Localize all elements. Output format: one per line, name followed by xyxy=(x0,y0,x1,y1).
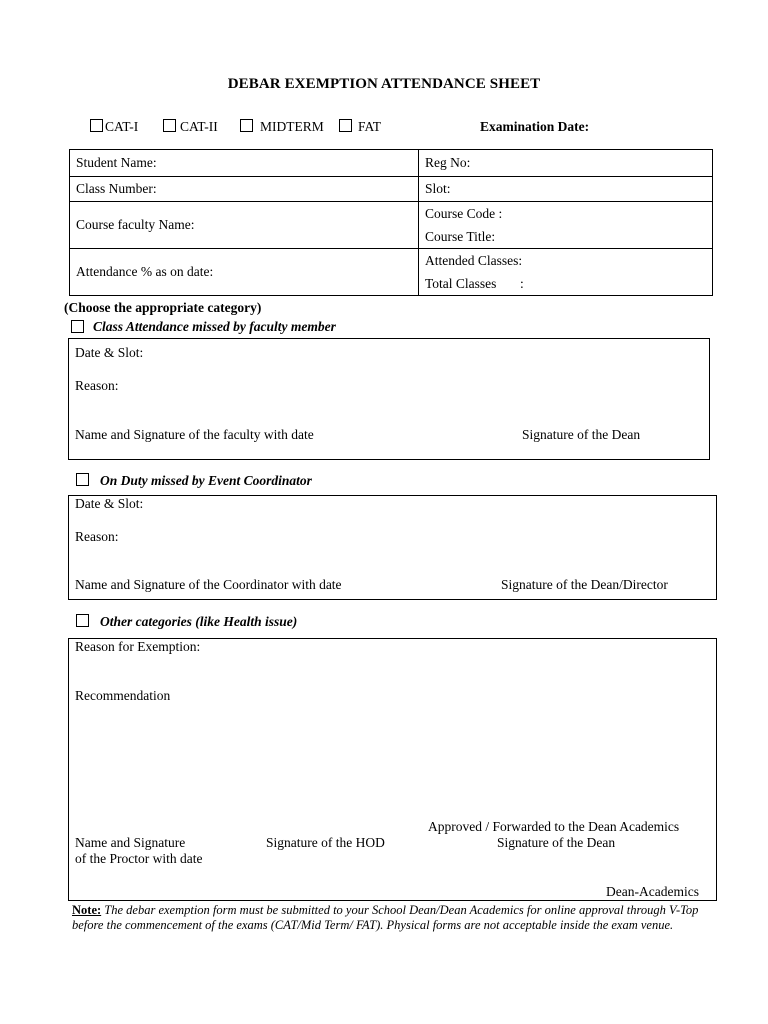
section3-proctor-signature-line1[interactable]: Name and Signature xyxy=(75,835,186,850)
cat2-checkbox[interactable] xyxy=(163,119,176,132)
cat2-label: CAT-II xyxy=(180,119,218,134)
course-faculty-cell[interactable]: Course faculty Name: xyxy=(70,202,419,249)
attended-classes-label: Attended Classes: xyxy=(425,253,523,268)
section3-proctor-signature-line2: of the Proctor with date xyxy=(75,851,203,866)
examination-date-label: Examination Date: xyxy=(480,119,590,134)
course-code-label: Course Code : xyxy=(425,206,503,221)
section3-hod-signature[interactable]: Signature of the HOD xyxy=(266,835,385,850)
student-name-cell[interactable]: Student Name: xyxy=(70,150,419,177)
note-label: Note: xyxy=(72,903,102,917)
section1-reason[interactable]: Reason: xyxy=(75,378,119,393)
class-number-cell[interactable]: Class Number: xyxy=(70,177,419,202)
section1-faculty-signature[interactable]: Name and Signature of the faculty with date xyxy=(75,427,314,442)
course-cell[interactable] xyxy=(419,202,713,249)
section3-heading: Other categories (like Health issue) xyxy=(100,614,298,629)
fat-checkbox[interactable] xyxy=(339,119,352,132)
section3-approved-forwarded: Approved / Forwarded to the Dean Academics xyxy=(428,819,680,834)
total-classes-label: Total Classes : xyxy=(425,276,524,291)
cat1-checkbox[interactable] xyxy=(90,119,103,132)
classes-cell[interactable] xyxy=(419,249,713,296)
section1-heading: Class Attendance missed by faculty member xyxy=(93,319,336,334)
choose-category-text: (Choose the appropriate category) xyxy=(64,300,262,315)
note-paragraph xyxy=(72,903,712,933)
section3-reason[interactable]: Reason for Exemption: xyxy=(75,639,201,654)
on-duty-checkbox[interactable] xyxy=(76,473,89,486)
reg-no-cell[interactable]: Reg No: xyxy=(419,150,713,177)
section1-date-slot[interactable]: Date & Slot: xyxy=(75,345,144,360)
attendance-pct-cell[interactable]: Attendance % as on date: xyxy=(70,249,419,296)
section2-coordinator-signature[interactable]: Name and Signature of the Coordinator with date xyxy=(75,577,342,592)
section1-dean-signature[interactable]: Signature of the Dean xyxy=(522,427,641,442)
section2-reason[interactable]: Reason: xyxy=(75,529,119,544)
section3-dean-signature[interactable]: Signature of the Dean xyxy=(497,835,616,850)
section3-dean-academics: Dean-Academics xyxy=(606,884,699,899)
slot-cell[interactable]: Slot: xyxy=(419,177,713,202)
fat-label: FAT xyxy=(358,119,382,134)
class-attendance-checkbox[interactable] xyxy=(71,320,84,333)
cat1-label: CAT-I xyxy=(105,119,139,134)
section2-dean-director-signature[interactable]: Signature of the Dean/Director xyxy=(501,577,668,592)
page-title: DEBAR EXEMPTION ATTENDANCE SHEET xyxy=(227,76,541,92)
section2-heading: On Duty missed by Event Coordinator xyxy=(100,473,312,488)
course-title-label: Course Title: xyxy=(425,229,496,244)
note-text: The debar exemption form must be submitted to your School Dean/Dean Academics for online approval through V-Top before the commencement of the exams (CAT/Mid Term/ FAT). Physical forms are not acceptable inside the exam venue. xyxy=(72,903,699,932)
other-categories-checkbox[interactable] xyxy=(76,614,89,627)
section2-date-slot[interactable]: Date & Slot: xyxy=(75,496,144,511)
midterm-checkbox[interactable] xyxy=(240,119,253,132)
student-info-table xyxy=(69,149,713,296)
midterm-label: MIDTERM xyxy=(260,119,324,134)
section3-recommendation[interactable]: Recommendation xyxy=(75,688,171,703)
